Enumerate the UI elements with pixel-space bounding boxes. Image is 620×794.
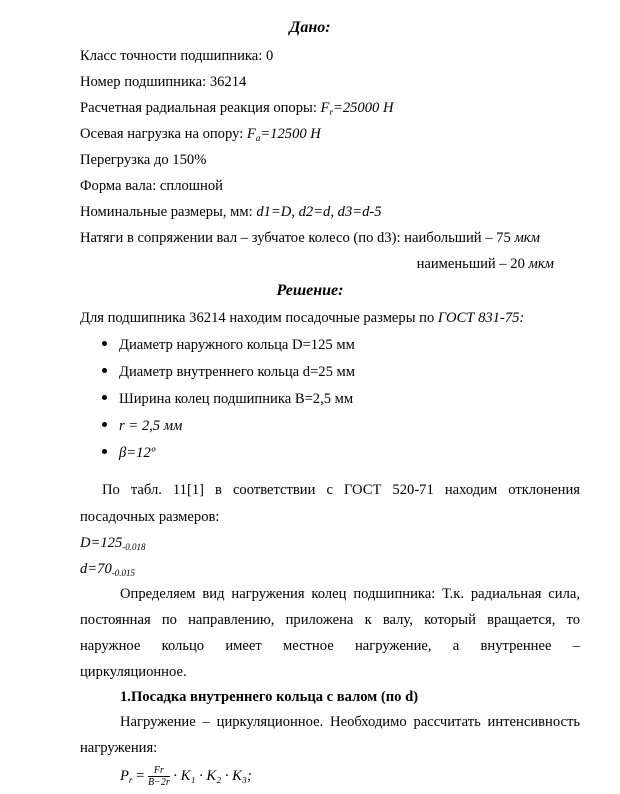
para1: По табл. 11[1] в соответствии с ГОСТ 520-71 находим отклонения <box>102 482 580 498</box>
para2-line: Определяем вид нагружения колец подшипника: Т.к. радиальная сила, <box>120 586 580 602</box>
bullet-item: Ширина колец подшипника B=2,5 мм <box>102 390 353 408</box>
radial-line: Расчетная радиальная реакция опоры: $F_r=25000$ Н <box>80 100 394 117</box>
nominal-line: Номинальные размеры, мм: d1=D, d2=d, d3=d-5 <box>80 204 382 220</box>
axial-line: Осевая нагрузка на опору: $F_a=12500$ Н <box>80 126 321 143</box>
bullet-item: Диаметр наружного кольца D=125 мм <box>102 336 355 354</box>
bullet-icon <box>102 395 107 400</box>
accuracy-line: Класс точности подшипника: 0 <box>80 48 274 64</box>
para3-line: нагружения: <box>80 740 158 756</box>
formula: $P_r$ = $\frac{Fr}{B-2r}$ · K₁ · K₂ · K₃; <box>120 765 252 788</box>
para3-line: Нагружение – циркуляционное. Необходимо рассчитать интенсивность <box>120 714 580 730</box>
d-deviation: $d=70_{-0.015}$ <box>80 561 135 578</box>
intro-line: Для подшипника 36214 находим посадочные размеры по ГОСТ 831-75: <box>80 310 525 326</box>
bullet-item: Диаметр внутреннего кольца d=25 мм <box>102 363 355 381</box>
bullet-item: β=12º <box>102 444 155 462</box>
smallest-line: наименьший – 20 мкм <box>416 256 554 272</box>
bullet-icon <box>102 422 107 427</box>
solution-title: Решение: <box>276 282 344 299</box>
para2-line: постоянная по направлению, приложена к валу, который вращается, то <box>80 612 580 628</box>
para2-line: наружное кольцо имеет местное нагружение, а внутреннее – <box>80 638 580 654</box>
given-title: Дано: <box>289 19 331 36</box>
shaft-line: Форма вала: сплошной <box>80 178 223 194</box>
bullet-icon <box>102 341 107 346</box>
D-deviation: $D=125_{-0.018}$ <box>80 535 146 552</box>
bullet-item: r = 2,5 мм <box>102 417 182 435</box>
section-heading: 1.Посадка внутреннего кольца с валом (по d) <box>120 689 419 705</box>
bullet-icon <box>102 449 107 454</box>
interference-line: Натяги в сопряжении вал – зубчатое колесо (по d3): наибольший – 75 мкм <box>80 230 540 246</box>
bullet-icon <box>102 368 107 373</box>
number-line: Номер подшипника: 36214 <box>80 74 247 90</box>
para2-line: циркуляционное. <box>80 664 187 680</box>
para1-cont: посадочных размеров: <box>80 509 220 525</box>
overload-line: Перегрузка до 150% <box>80 152 207 168</box>
